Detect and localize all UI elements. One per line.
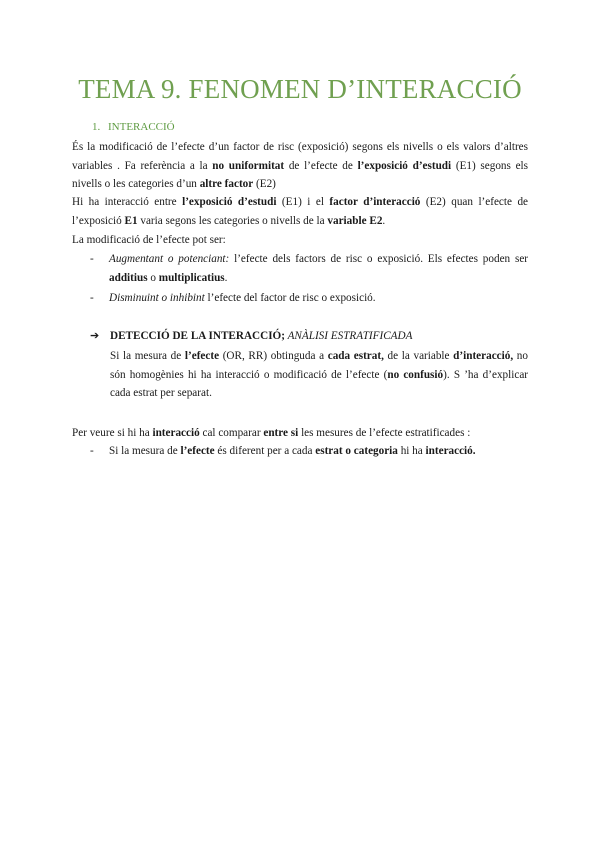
paragraph-modification: La modificació de l’efecte pot ser: xyxy=(72,234,226,246)
detection-paragraph: Si la mesura de l’efecte (OR, RR) obtinguda a cada estrat, de la variable d’interacció, no són homogènies hi ha interacció o modificació de l’efecte (no confusió). S ’ha d’explicar cada estrat per separat. xyxy=(110,350,529,399)
list-item: - Disminuint o inhibint l’efecte del factor de risc o exposició. xyxy=(90,289,528,308)
section-number: 1. xyxy=(92,121,101,133)
list-dash: - xyxy=(90,253,94,265)
paragraph-definition: És la modificació de l’efecte d’un factor de risc (exposició) segons els nivells o els valors d’altres variables . Fa referència a la no uniformitat de l’efecte de l’exposició d’estudi (E1) segons els nivells o les categories d’un altre factor (E2) xyxy=(72,141,529,190)
list-dash: - xyxy=(90,445,94,457)
paragraph-interaction: Hi ha interacció entre l’exposició d’estudi (E1) i el factor d’interacció (E2) quan l’efecte de l’exposició E1 varia segons les categories o nivells de la variable E2. xyxy=(72,196,529,227)
list-item: - Augmentant o potenciant: l’efecte dels factors de risc o exposició. Els efectes poden ser additius o multiplicatius. xyxy=(90,250,528,287)
arrow-icon: ➔ xyxy=(90,330,100,342)
detection-heading: ➔ DETECCIÓ DE LA INTERACCIÓ; ANÀLISI ESTRATIFICADA xyxy=(90,327,530,346)
section-title: INTERACCIÓ xyxy=(108,121,175,133)
page-title: TEMA 9. FENOMEN D’INTERACCIÓ xyxy=(78,74,522,104)
list-dash: - xyxy=(90,292,94,304)
list-item: - Si la mesura de l’efecte és diferent per a cada estrat o categoria hi ha interacció. xyxy=(90,442,528,461)
section-heading xyxy=(92,121,175,133)
paragraph-compare: Per veure si hi ha interacció cal comparar entre si les mesures de l’efecte estratificades : xyxy=(72,427,471,439)
